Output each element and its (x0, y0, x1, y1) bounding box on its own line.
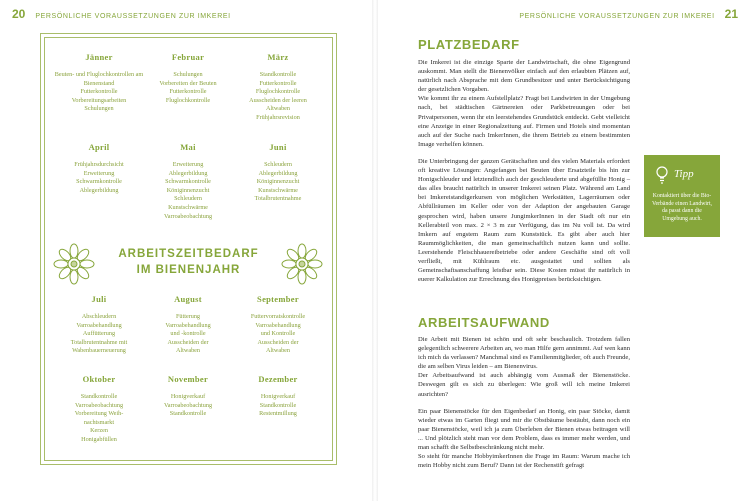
month-maerz (228, 52, 328, 123)
month-task: Vorbereiten der Beuten (159, 79, 217, 87)
month-task: Kerzen (90, 427, 108, 435)
calendar-title (101, 246, 276, 278)
month-task: Schleudern (174, 195, 202, 203)
paragraph: Die Imkerei ist die einzige Sparte der Landwirtschaft, die ohne Eigengrund auskommt. Man stellt die Bienenvölker einfach auf den erlaubten Plätzen auf, natürlich nach Absprache mit dem Grundbesitzer und unter Berücksichtigung der gesetzlichen Vorgaben. (418, 59, 630, 94)
month-task: Futterkontrolle (259, 79, 297, 87)
month-title: Juni (269, 142, 287, 152)
month-task: Vorbereitungsarbeiten (71, 96, 127, 104)
paragraph: Wie kommt ihr zu einem Aufstellplatz? Fragt bei Landwirten in der Umgebung nach, bei städtischen Gärtnereien oder Parkbetreuungen oder bei Privatpersonen, wenn ihr ein leerstehendes Grundstück entdeckt. Gebt vielleicht eine Anzeige in einer Regionalzeitung auf. Firmen und Hotels sind momentan auch auf der Suche nach ImkerInnen, die ihrem Betrieb zu einem bestimmten Image verhelfen können. (418, 95, 630, 148)
calendar-title-line1: ARBEITSZEITBEDARF (118, 248, 259, 260)
paragraph: Ein paar Bienenstöcke für den Eigenbedarf an Honig, ein paar Stöcke, damit wieder etwas im Garten fliegt und mir die Obstbäume bestäubt, dann noch ein paar Bienenstöcke, weil ich ja zum Überleben der Bienen etwas beitragen will ... Und plötzlich steht man vor dem Problem, dass es immer mehr werden, und man schafft die Selbstbeschränkung nicht mehr. (418, 407, 630, 452)
month-task: Altwaben (265, 105, 291, 113)
month-task: Varroabeobachtung (74, 401, 124, 409)
lightbulb-icon (654, 165, 670, 185)
month-juli (49, 294, 149, 356)
flower-illustration-right (279, 241, 325, 287)
month-task: Standkontrolle (259, 401, 297, 409)
month-task: Kunstschwärme (168, 203, 208, 211)
month-task: Varroabehandlung (165, 321, 211, 329)
section-body-arbeitsaufwand (418, 335, 630, 470)
paragraph: Der Arbeitsaufwand ist auch abhängig vom Ausmaß der Bienenstöcke. Deswegen gilt es sich zu überlegen: Wie groß will ich meine Imkerei ausrichten? (418, 372, 630, 398)
tip-text: Kontaktiert über die Bio-Verbände einen Landwirt, da passt dann die Umgebung auch. (651, 193, 713, 222)
month-task: Futterkontrolle (169, 88, 207, 96)
tip-box (644, 155, 720, 237)
month-task: Schleudern (264, 161, 292, 168)
month-title: April (88, 142, 110, 152)
month-mai (138, 142, 238, 221)
month-task: Schulungen (173, 71, 203, 78)
month-task: Fütterung (175, 313, 201, 320)
month-september (228, 294, 328, 356)
month-task: und -kontrolle (170, 330, 206, 338)
month-task: Frühjahrsrevision (256, 113, 300, 121)
calendar-frame (40, 33, 337, 465)
month-task: Abschleudern (81, 313, 117, 320)
month-task: Königinnenzucht (256, 178, 300, 186)
month-task: Altwaben (175, 347, 201, 355)
section-heading-platzbedarf: PLATZBEDARF (418, 37, 520, 52)
month-januar (49, 52, 149, 114)
section-heading-arbeitsaufwand: ARBEITSAUFWAND (418, 315, 550, 330)
section-body-platzbedarf (418, 58, 630, 284)
month-task: Standkontrolle (259, 71, 297, 78)
month-task: und Kontrolle (260, 330, 296, 338)
month-task: Standkontrolle (80, 393, 118, 400)
tip-label: Tipp (674, 168, 694, 180)
month-task: Auffütterung (82, 330, 116, 338)
month-title: Februar (171, 52, 205, 62)
month-oktober (49, 374, 149, 445)
right-page-running-title: PERSÖNLICHE VORAUSSETZUNGEN ZUR IMKEREI (519, 13, 715, 20)
month-task: Altwaben (265, 347, 291, 355)
calendar-title-line2: IM BIENENJAHR (136, 264, 241, 276)
month-task: Ausscheiden der (167, 338, 209, 346)
month-title: Mai (180, 142, 196, 152)
month-title: Oktober (82, 374, 116, 384)
month-task: Erweiterung (172, 161, 204, 168)
month-november (138, 374, 238, 419)
right-page (378, 0, 750, 501)
month-title: März (267, 52, 289, 62)
left-page-header (12, 7, 231, 21)
month-task: Ausscheiden der (257, 338, 299, 346)
month-task: Restentmillung (259, 410, 297, 418)
left-page (0, 0, 372, 501)
month-title: Juli (91, 294, 107, 304)
month-april (49, 142, 149, 195)
month-februar (138, 52, 238, 105)
month-title: Dezember (258, 374, 298, 384)
paragraph: Die Arbeit mit Bienen ist schön und oft sehr beschaulich. Trotzdem fallen gelegentlich schwerere Arbeiten an, wo man Hilfe gern annimmt. Auf wen kann ich mich da verlassen? Manchmal sind es Familienmitglieder, oft auch Freunde, die am selben Virus leiden – am Bienenvirus. (418, 336, 630, 371)
month-task: Honigabfüllen (81, 435, 117, 443)
month-task: Schulungen (84, 105, 114, 113)
right-page-number: 21 (724, 7, 738, 21)
paragraph: Die Unterbringung der ganzen Gerätschaften und des vielen Materials erfordert oft kreative Lösungen: Angefangen bei Beuten über Ersatzteile bis hin zur Honigschleuder und letztendlich auch der geschleuderte und abgefüllte Honig – das alles braucht natürlich in unserer Imkerei seinen Platz. Während am Land bei Imkereistandigerkursen von möglichen Werkstätten, Lagerräumen oder Abfüllräumen im Keller oder von der Adaption der angebauten Garage gesprochen wird, haben unsere JungimkerInnen in der Stadt oft nur ein Kellerabteil von max. 2 × 3 m zur Verfügung, das im Nu voll ist. Da wird Imkern auf engstem Raum zum Kunststück. Es gibt aber auch hier Raummöglichkeiten, die man gemeinschaftlich nutzen kann und sollte. Leerstehende Fleischhauereibetriebe oder andere Geschäfte sind oft voll verfließt, mit Kühlraum etc. ausgestattet und sollten als Gemeinschaftsanschaffung leistbar sein. Diese Kosten müsst ihr natürlich in euerer Kalkulation zur Errechnung des Honigpreises berücksichtigen. (418, 157, 630, 284)
month-title: September (257, 294, 299, 304)
month-title: November (167, 374, 209, 384)
month-task: Ablegerbildung (79, 186, 119, 194)
month-task: Futterkontrolle (80, 88, 118, 96)
left-page-running-title: PERSÖNLICHE VORAUSSETZUNGEN ZUR IMKEREI (35, 13, 231, 20)
month-task: Ablegerbildung (168, 169, 208, 177)
month-task: Varroabehandlung (76, 321, 122, 329)
month-task: Standkontrolle (169, 410, 207, 418)
left-page-number: 20 (12, 7, 26, 21)
month-task: Ausscheiden der leeren (249, 96, 307, 104)
month-task: Ablegerbildung (258, 169, 298, 177)
right-page-header (519, 7, 738, 21)
month-task: Wabenbauerneuerung (72, 347, 126, 355)
month-task: Beuten- und Fluglochkontrollen am Bienenstand (54, 71, 144, 87)
month-dezember (228, 374, 328, 419)
month-task: Varroabehandlung (255, 321, 301, 329)
month-task: Königinnenzucht (166, 186, 210, 194)
month-task: Futtervorratskontrolle (250, 313, 306, 320)
month-title: Jänner (85, 52, 113, 62)
month-juni (228, 142, 328, 204)
month-task: Varroabeobachtung (163, 212, 213, 220)
month-task: Fluglochkontrolle (165, 96, 211, 104)
month-task: Honigverkauf (170, 393, 206, 400)
paragraph: So steht für manche HobbyimkerInnen die Frage im Raum: Warum mache ich mein Hobby nicht zum Beruf? Dann ist der Rechenstift gefragt (418, 453, 630, 470)
month-task: Fluglochkontrolle (255, 88, 301, 96)
month-task: Kunstschwärme (258, 186, 298, 194)
month-task: nachtsmarkt (83, 418, 115, 426)
month-task: Frühjahrsdurchsicht (74, 161, 124, 168)
month-task: Schwarmkontrolle (76, 178, 122, 186)
month-task: Schwarmkontrolle (165, 178, 211, 186)
month-task: Totalbrutentnahme (254, 195, 302, 203)
month-task: Totalbrutentnahme mit (70, 338, 128, 346)
month-task: Erweiterung (83, 169, 115, 177)
month-task: Honigverkauf (260, 393, 296, 400)
month-task: Varroabeobachtung (163, 401, 213, 409)
month-title: August (174, 294, 202, 304)
month-task: Vorbereitung Weih- (74, 410, 124, 418)
month-august (138, 294, 238, 356)
flower-illustration-left (51, 241, 97, 287)
